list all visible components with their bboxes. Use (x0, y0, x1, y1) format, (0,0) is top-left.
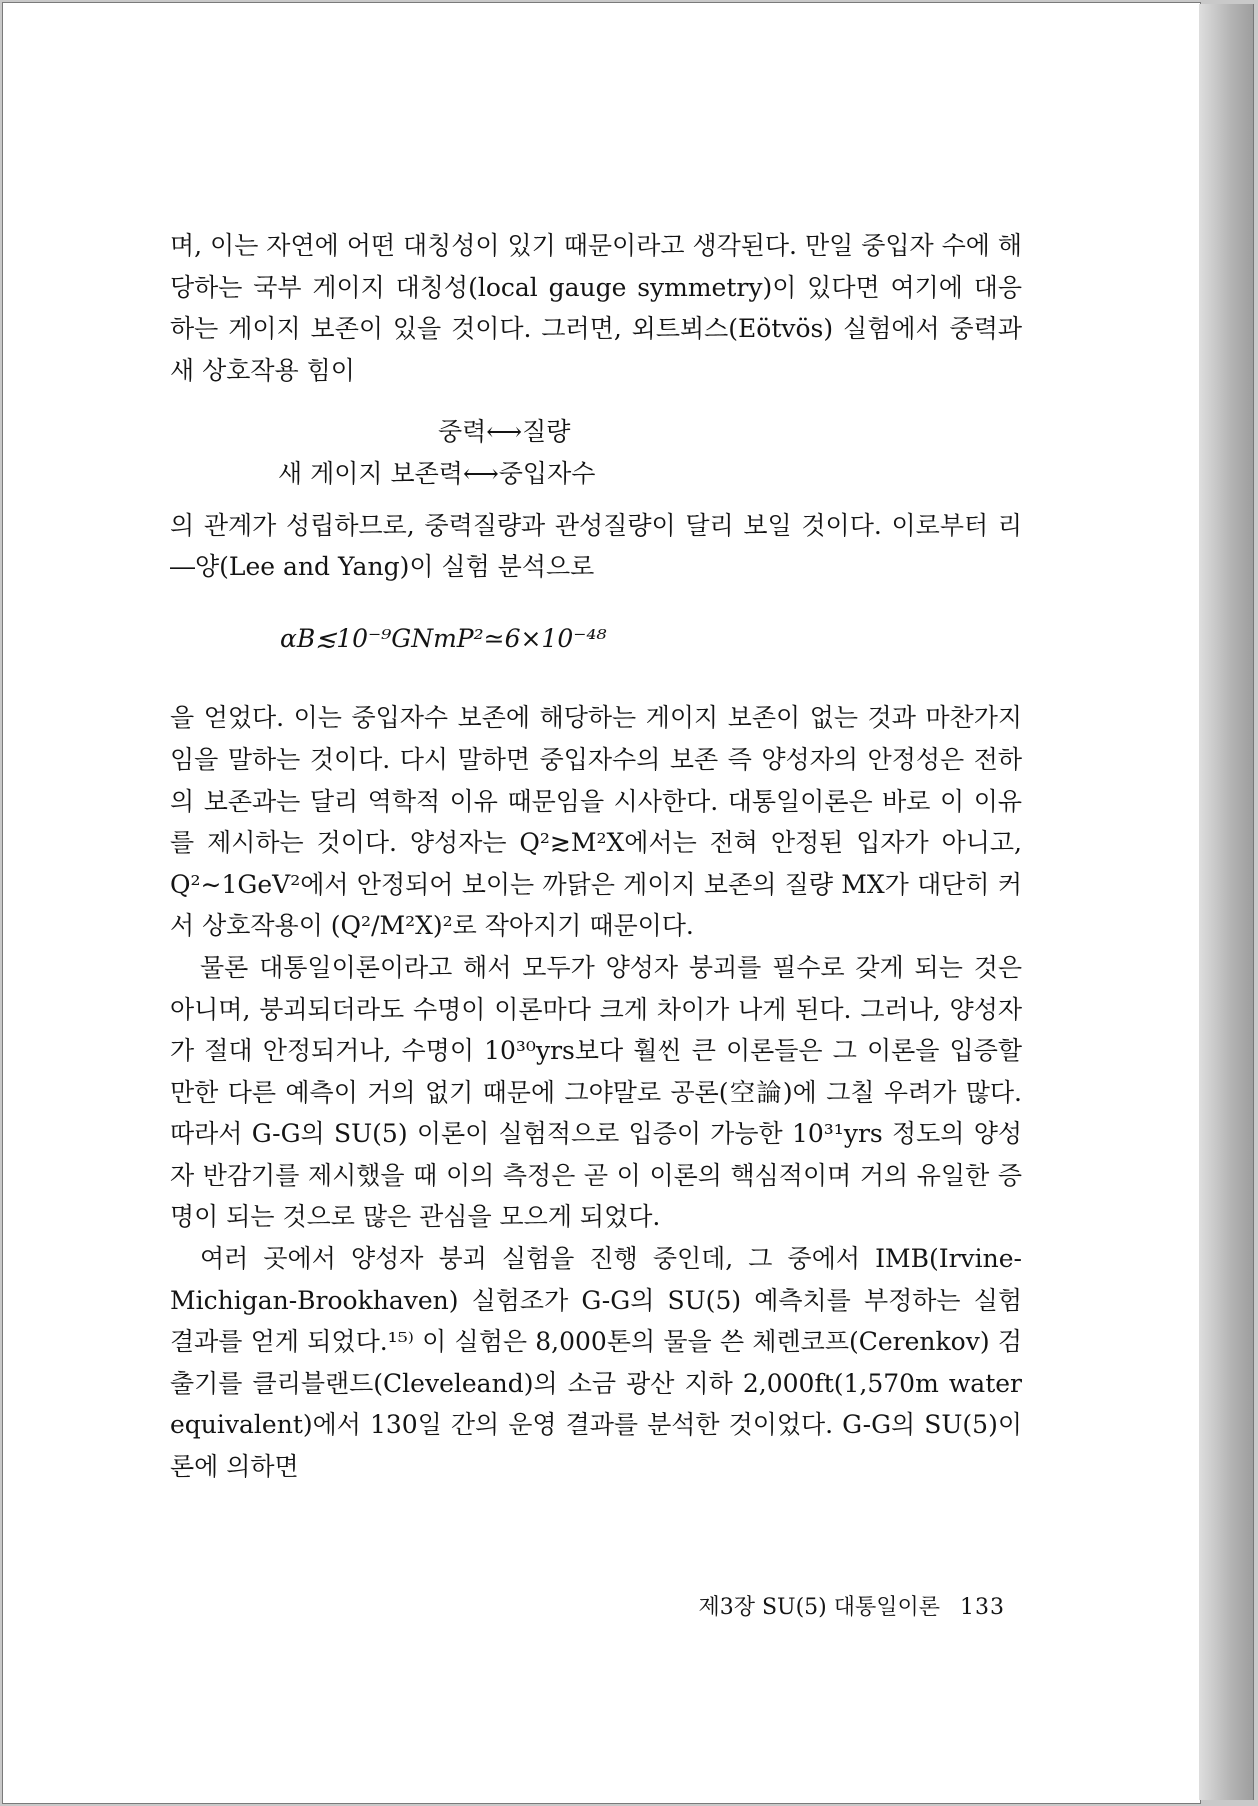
formula-gauge-baryon: 새 게이지 보존력⟷중입자수 (278, 458, 596, 488)
paragraph-4: 물론 대통일이론이라고 해서 모두가 양성자 붕괴를 필수로 갖게 되는 것은 아니며, 붕괴되더라도 수명이 이론마다 크게 차이가 나게 된다. 그러나, 양성자가 절대 안정되거나, 수명이 10³⁰yrs보다 훨씬 큰 이론들은 그 이론을 입증할 만한 다른 예측이 거의 없기 때문에 그야말로 공론(空論)에 그칠 우려가 많다. 따라서 G-G의 SU(5) 이론이 실험적으로 입증이 가능한 10³¹yrs 정도의 양성자 반감기를 제시했을 때 이의 측정은 곧 이 이론의 핵심적이며 거의 유일한 증명이 되는 것으로 많은 관심을 모으게 되었다. (170, 952, 1022, 1232)
body-text (170, 225, 1022, 1488)
running-head: 제3장 SU(5) 대통일이론 (698, 1595, 940, 1620)
paragraph-2: 의 관계가 성립하므로, 중력질량과 관성질량이 달리 보일 것이다. 이로부터 리―양(Lee and Yang)이 실험 분석으로 (170, 510, 1022, 582)
paragraph-1: 며, 이는 자연에 어떤 대칭성이 있기 때문이라고 생각된다. 만일 중입자 수에 해당하는 국부 게이지 대칭성(local gauge symmetry)이 있다면 여기에 대응하는 게이지 보존이 있을 것이다. 그러면, 외트뵈스(Eötvös) 실험에서 중력과 새 상호작용 힘이 (170, 231, 1022, 385)
formula-alpha-bound: αB≲10⁻⁹GNmP²≃6×10⁻⁴⁸ (280, 623, 607, 653)
page-stack-edge (1199, 4, 1254, 1800)
page-footer (645, 1590, 1005, 1621)
page-number: 133 (960, 1595, 1005, 1620)
formula-gravity-mass: 중력⟷질량 (438, 417, 571, 447)
paragraph-5: 여러 곳에서 양성자 붕괴 실험을 진행 중인데, 그 중에서 IMB(Irvine-Michigan-Brookhaven) 실험조가 G-G의 SU(5) 예측치를 부정하는 실험 결과를 얻게 되었다.¹⁵⁾ 이 실험은 8,000톤의 물을 쓴 체렌코프(Cerenkov) 검출기를 클리블랜드(Cleveleand)의 소금 광산 지하 2,000ft(1,570m water equivalent)에서 130일 간의 운영 결과를 분석한 것이었다. G-G의 SU(5)이론에 의하면 (170, 1244, 1022, 1482)
paragraph-3: 을 얻었다. 이는 중입자수 보존에 해당하는 게이지 보존이 없는 것과 마찬가지임을 말하는 것이다. 다시 말하면 중입자수의 보존 즉 양성자의 안정성은 전하의 보존과는 달리 역학적 이유 때문임을 시사한다. 대통일이론은 바로 이 이유를 제시하는 것이다. 양성자는 Q²≳M²X에서는 전혀 안정된 입자가 아니고, Q²∼1GeV²에서 안정되어 보이는 까닭은 게이지 보존의 질량 MX가 대단히 커서 상호작용이 (Q²/M²X)²로 작아지기 때문이다. (170, 703, 1022, 941)
